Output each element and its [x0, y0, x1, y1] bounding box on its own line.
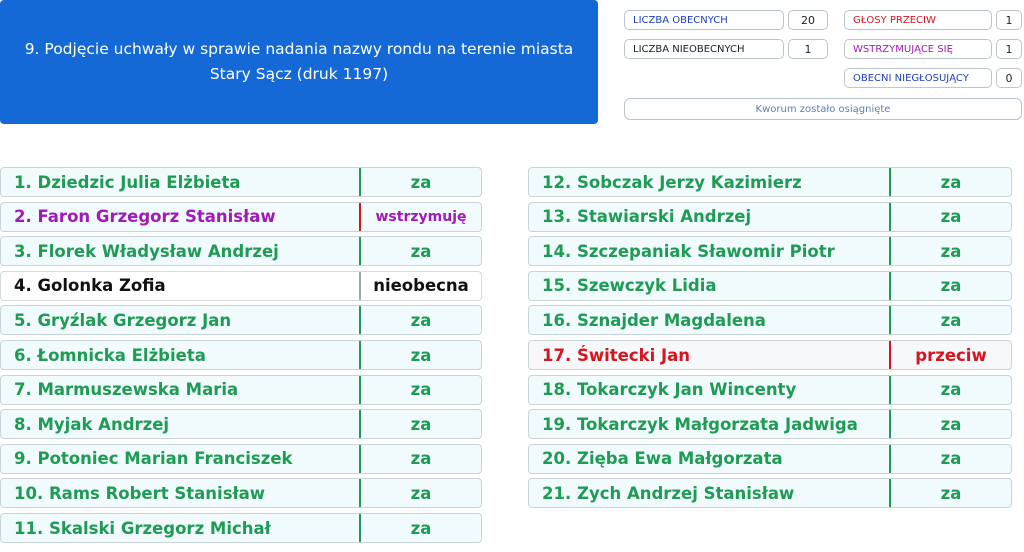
vote-value: za [359, 168, 481, 196]
abstain-label: WSTRZYMUJĄCE SIĘ [844, 39, 992, 59]
vote-row [0, 271, 482, 301]
abstain-value: 1 [996, 39, 1022, 59]
vote-value: za [359, 514, 481, 542]
vote-value: za [359, 306, 481, 334]
vote-value: wstrzymuję [359, 203, 481, 231]
councillor-name: 11. Skalski Grzegorz Michał [14, 518, 271, 538]
vote-value: za [889, 168, 1011, 196]
vote-value: za [889, 237, 1011, 265]
quorum-status: Kworum zostało osiągnięte [624, 98, 1022, 120]
councillor-name: 1. Dziedzic Julia Elżbieta [14, 172, 241, 192]
absent-value: 1 [788, 39, 828, 59]
councillor-name: 12. Sobczak Jerzy Kazimierz [542, 172, 802, 192]
not-voting-label: OBECNI NIEGŁOSUJĄCY [844, 68, 992, 88]
councillor-name: 13. Stawiarski Andrzej [542, 207, 752, 227]
vote-value: za [889, 376, 1011, 404]
councillor-name: 21. Zych Andrzej Stanisław [542, 483, 795, 503]
councillor-name: 15. Szewczyk Lidia [542, 276, 717, 296]
vote-row [528, 444, 1012, 474]
vote-value: za [359, 341, 481, 369]
councillor-name: 4. Golonka Zofia [14, 276, 166, 296]
vote-row [0, 236, 482, 266]
vote-row [0, 340, 482, 370]
vote-value: za [889, 479, 1011, 507]
vote-row [528, 236, 1012, 266]
councillor-name: 9. Potoniec Marian Franciszek [14, 449, 293, 469]
councillor-name: 5. Gryźlak Grzegorz Jan [14, 310, 232, 330]
resolution-title-line2: Stary Sącz (druk 1197) [209, 65, 389, 83]
against-value: 1 [996, 10, 1022, 30]
vote-value: za [889, 306, 1011, 334]
vote-value: za [889, 410, 1011, 438]
councillor-name: 14. Szczepaniak Sławomir Piotr [542, 241, 835, 261]
vote-row [528, 340, 1012, 370]
vote-value: za [359, 237, 481, 265]
councillor-name: 7. Marmuszewska Maria [14, 380, 239, 400]
absent-label: LICZBA NIEOBECNYCH [624, 39, 784, 59]
vote-value: za [359, 410, 481, 438]
vote-row [0, 167, 482, 197]
vote-row [0, 305, 482, 335]
vote-value: przeciw [889, 341, 1011, 369]
vote-row [0, 375, 482, 405]
vote-value: za [889, 445, 1011, 473]
vote-row [0, 444, 482, 474]
vote-value: za [889, 272, 1011, 300]
vote-row [528, 478, 1012, 508]
councillor-name: 10. Rams Robert Stanisław [14, 483, 266, 503]
vote-row [528, 271, 1012, 301]
councillor-name: 8. Myjak Andrzej [14, 414, 170, 434]
vote-value: za [359, 376, 481, 404]
vote-row [0, 409, 482, 439]
vote-row [528, 409, 1012, 439]
vote-row [528, 375, 1012, 405]
not-voting-value: 0 [996, 68, 1022, 88]
councillor-name: 18. Tokarczyk Jan Wincenty [542, 380, 797, 400]
resolution-title-line1: 9. Podjęcie uchwały w sprawie nadania nazwy rondu na terenie miasta [24, 40, 574, 58]
vote-value: za [889, 203, 1011, 231]
vote-value: nieobecna [359, 272, 481, 300]
present-value: 20 [788, 10, 828, 30]
councillor-name: 16. Sznajder Magdalena [542, 310, 766, 330]
vote-row [528, 305, 1012, 335]
councillor-name: 17. Świtecki Jan [542, 345, 691, 365]
vote-value: za [359, 445, 481, 473]
vote-row [528, 202, 1012, 232]
vote-row [528, 167, 1012, 197]
resolution-title [0, 0, 598, 124]
vote-row [0, 202, 482, 232]
councillor-name: 2. Faron Grzegorz Stanisław [14, 207, 276, 227]
vote-row [0, 478, 482, 508]
councillor-name: 3. Florek Władysław Andrzej [14, 241, 279, 261]
present-label: LICZBA OBECNYCH [624, 10, 784, 30]
vote-row [0, 513, 482, 543]
councillor-name: 20. Zięba Ewa Małgorzata [542, 449, 783, 469]
against-label: GŁOSY PRZECIW [844, 10, 992, 30]
vote-value: za [359, 479, 481, 507]
councillor-name: 6. Łomnicka Elżbieta [14, 345, 206, 365]
councillor-name: 19. Tokarczyk Małgorzata Jadwiga [542, 414, 858, 434]
